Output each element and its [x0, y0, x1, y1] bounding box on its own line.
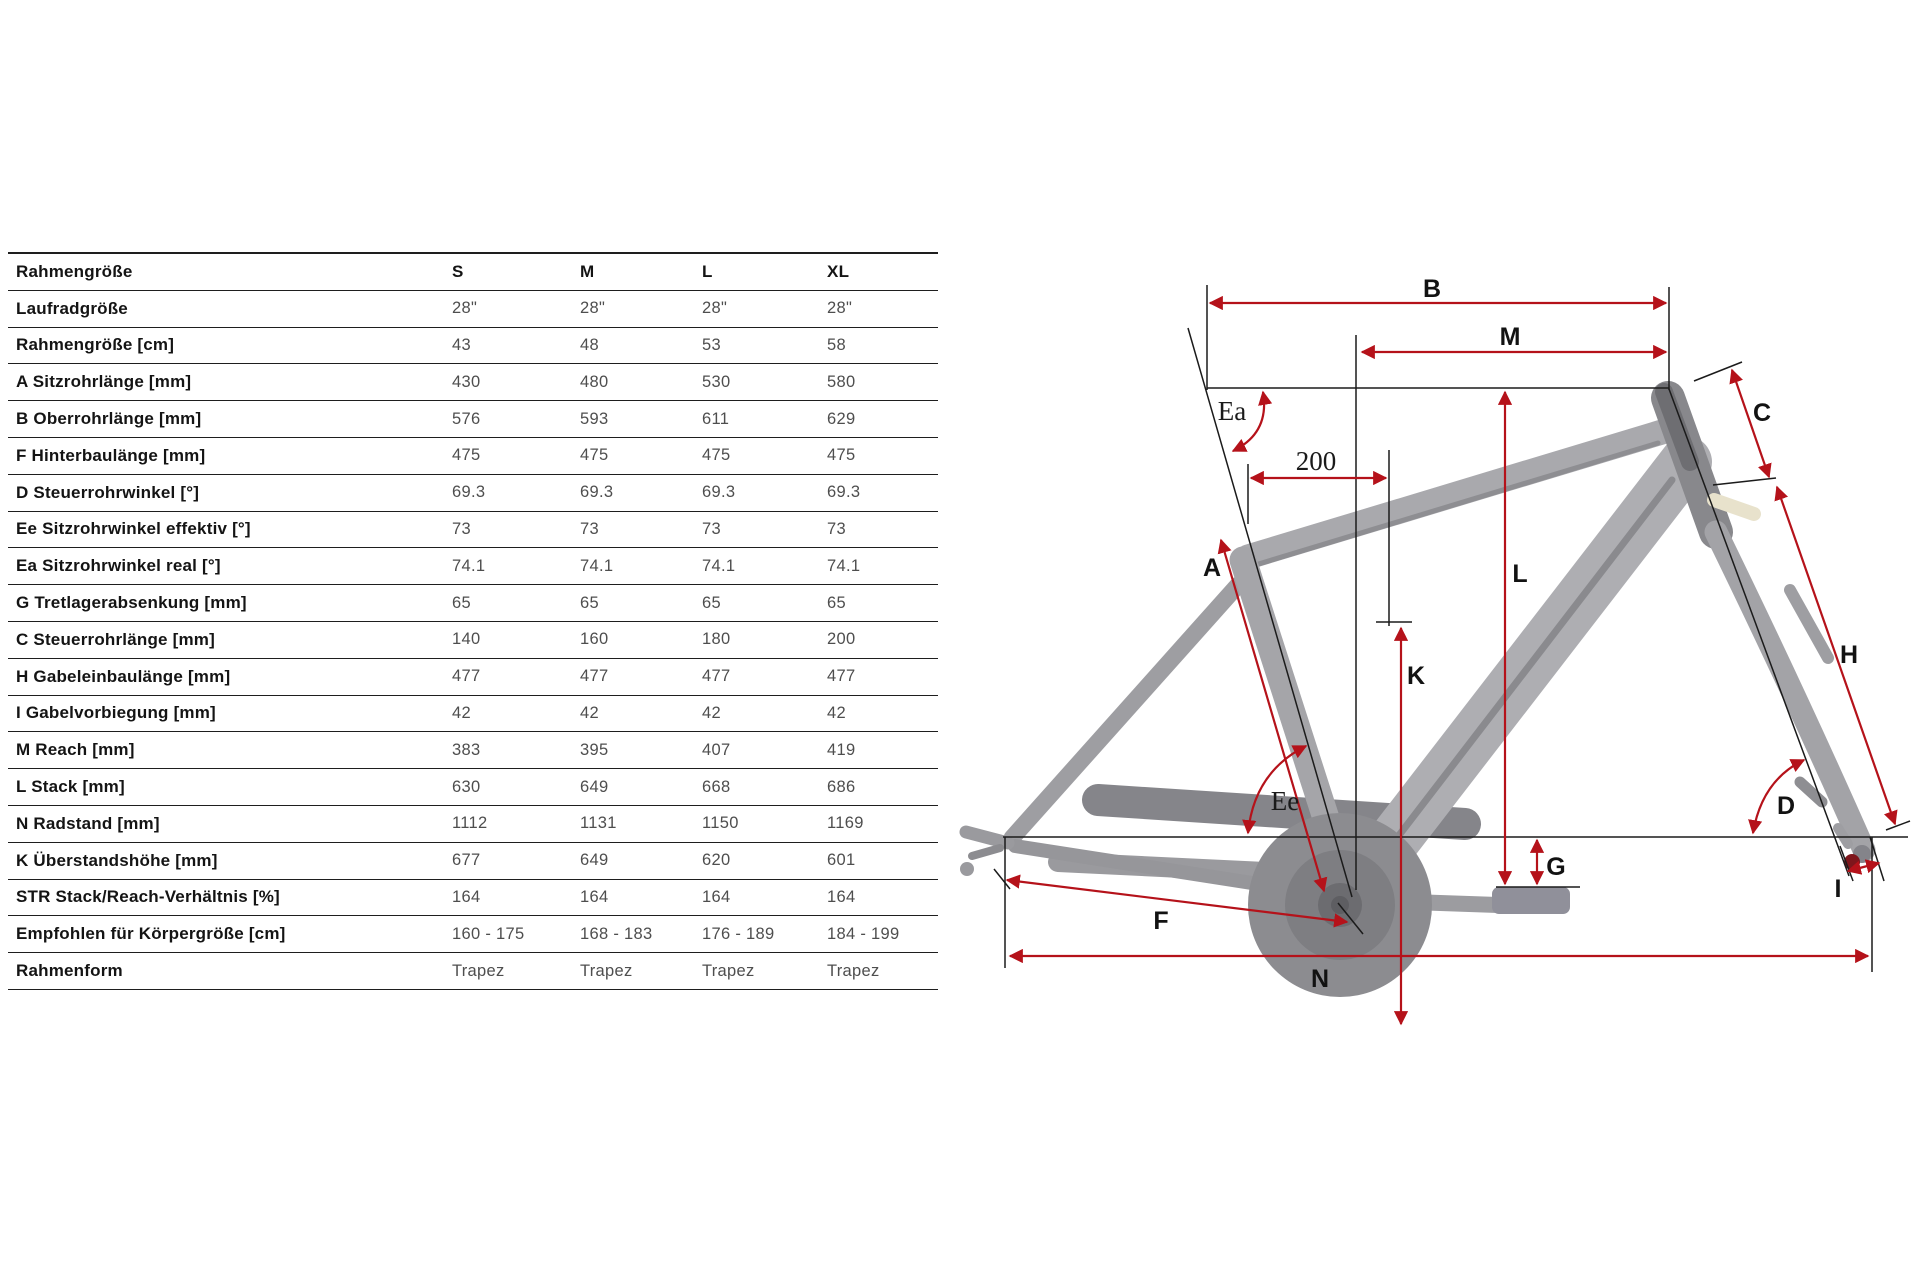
- label-f: F: [1153, 907, 1169, 935]
- row-value: 42: [580, 703, 599, 722]
- row-value: 200: [827, 630, 856, 649]
- row-value: 430: [452, 372, 481, 391]
- row-value: 160: [580, 630, 609, 649]
- geometry-table: [8, 252, 938, 990]
- table-row: [8, 364, 938, 401]
- row-value: 475: [452, 446, 481, 465]
- label-ee: Ee: [1270, 786, 1300, 816]
- row-label: Ee Sitzrohrwinkel effektiv [°]: [16, 519, 251, 539]
- row-value: 649: [580, 777, 609, 796]
- row-value: 28": [827, 299, 853, 318]
- row-value: 477: [827, 667, 856, 686]
- row-value: 477: [702, 667, 731, 686]
- table-header-row: [8, 254, 938, 291]
- row-label: Ea Sitzrohrwinkel real [°]: [16, 556, 221, 576]
- row-value: Trapez: [580, 961, 633, 980]
- row-value: 28": [702, 299, 728, 318]
- row-label: M Reach [mm]: [16, 740, 135, 760]
- row-value: 69.3: [580, 483, 614, 502]
- label-d: D: [1776, 792, 1796, 820]
- row-value: 164: [702, 887, 731, 906]
- row-value: 42: [702, 703, 721, 722]
- table-row: [8, 548, 938, 585]
- label-g: G: [1546, 853, 1566, 881]
- table-row: [8, 916, 938, 953]
- table-row: [8, 769, 938, 806]
- row-value: 74.1: [580, 556, 614, 575]
- row-value: 69.3: [827, 483, 861, 502]
- row-label: I Gabelvorbiegung [mm]: [16, 703, 216, 723]
- row-value: Trapez: [452, 961, 505, 980]
- row-value: 69.3: [702, 483, 736, 502]
- row-label: F Hinterbaulänge [mm]: [16, 445, 206, 465]
- row-value: 164: [580, 887, 609, 906]
- table-row: [8, 843, 938, 880]
- row-label: Rahmenform: [16, 961, 123, 981]
- row-value: 630: [452, 777, 481, 796]
- row-value: 480: [580, 372, 609, 391]
- row-value: 686: [827, 777, 856, 796]
- row-label: C Steuerrohrlänge [mm]: [16, 629, 215, 649]
- row-value: 180: [702, 630, 731, 649]
- row-value: Trapez: [827, 961, 880, 980]
- table-row: [8, 806, 938, 843]
- row-value: 395: [580, 740, 609, 759]
- table-row: [8, 328, 938, 365]
- row-value: 74.1: [827, 556, 861, 575]
- row-value: 43: [452, 335, 471, 354]
- table-row: [8, 953, 938, 990]
- row-value: 168 - 183: [580, 924, 653, 943]
- row-label: A Sitzrohrlänge [mm]: [16, 372, 192, 392]
- row-value: 164: [827, 887, 856, 906]
- row-value: 65: [452, 593, 471, 612]
- table-row: [8, 622, 938, 659]
- row-value: Trapez: [702, 961, 755, 980]
- row-value: 73: [580, 519, 599, 538]
- table-row: [8, 585, 938, 622]
- row-label: STR Stack/Reach-Verhältnis [%]: [16, 887, 280, 907]
- row-value: 74.1: [452, 556, 486, 575]
- label-b: B: [1422, 275, 1442, 303]
- row-value: 74.1: [702, 556, 736, 575]
- label-k: K: [1406, 662, 1426, 690]
- row-value: 477: [580, 667, 609, 686]
- row-value: 593: [580, 409, 609, 428]
- row-label: D Steuerrohrwinkel [°]: [16, 482, 200, 502]
- row-value: 668: [702, 777, 731, 796]
- row-label: Rahmengröße [cm]: [16, 335, 175, 355]
- table-row: [8, 659, 938, 696]
- row-value: 164: [452, 887, 481, 906]
- row-value: 1150: [702, 814, 739, 833]
- col-header-xl: XL: [827, 261, 850, 281]
- row-value: 65: [827, 593, 846, 612]
- table-row: [8, 438, 938, 475]
- row-value: 58: [827, 335, 846, 354]
- row-value: 1112: [452, 814, 488, 833]
- row-value: 28": [452, 299, 478, 318]
- dim-a-seattube: [1221, 540, 1324, 891]
- row-value: 629: [827, 409, 856, 428]
- row-value: 407: [702, 740, 731, 759]
- row-label: N Radstand [mm]: [16, 813, 160, 833]
- label-m: M: [1499, 323, 1521, 351]
- table-row: [8, 732, 938, 769]
- spec-table-body: [8, 291, 938, 990]
- row-value: 42: [827, 703, 846, 722]
- table-row: [8, 696, 938, 733]
- row-label: B Oberrohrlänge [mm]: [16, 409, 202, 429]
- label-h: H: [1839, 641, 1859, 669]
- row-value: 160 - 175: [452, 924, 525, 943]
- row-value: 419: [827, 740, 856, 759]
- row-value: 475: [702, 446, 731, 465]
- table-header-label: Rahmengröße: [16, 261, 133, 281]
- row-value: 42: [452, 703, 471, 722]
- label-l: L: [1512, 560, 1528, 588]
- row-value: 477: [452, 667, 481, 686]
- label-200: 200: [1295, 446, 1337, 476]
- row-label: Empfohlen für Körpergröße [cm]: [16, 924, 286, 944]
- row-value: 383: [452, 740, 481, 759]
- row-value: 184 - 199: [827, 924, 900, 943]
- label-i: I: [1834, 875, 1842, 903]
- table-row: [8, 291, 938, 328]
- row-value: 28": [580, 299, 606, 318]
- row-value: 601: [827, 851, 856, 870]
- row-value: 176 - 189: [702, 924, 775, 943]
- row-value: 620: [702, 851, 731, 870]
- pedal: [1492, 887, 1570, 914]
- col-header-l: L: [702, 261, 713, 281]
- table-row: [8, 512, 938, 549]
- row-value: 73: [452, 519, 471, 538]
- row-label: K Überstandshöhe [mm]: [16, 850, 218, 870]
- col-header-s: S: [452, 261, 464, 281]
- row-value: 53: [702, 335, 721, 354]
- row-value: 48: [580, 335, 599, 354]
- row-value: 475: [580, 446, 609, 465]
- row-label: Laufradgröße: [16, 298, 128, 318]
- label-c: C: [1752, 399, 1772, 427]
- row-value: 611: [702, 409, 730, 428]
- row-value: 73: [702, 519, 721, 538]
- row-value: 530: [702, 372, 731, 391]
- row-value: 73: [827, 519, 846, 538]
- row-value: 649: [580, 851, 609, 870]
- label-n: N: [1310, 965, 1330, 993]
- row-label: L Stack [mm]: [16, 777, 125, 797]
- label-ea: Ea: [1217, 396, 1247, 426]
- row-value: 65: [580, 593, 599, 612]
- label-a: A: [1202, 554, 1222, 582]
- row-value: 65: [702, 593, 721, 612]
- row-value: 475: [827, 446, 856, 465]
- col-header-m: M: [580, 261, 595, 281]
- row-value: 576: [452, 409, 481, 428]
- row-value: 580: [827, 372, 856, 391]
- steering-axis-line: [1669, 389, 1849, 876]
- row-label: G Tretlagerabsenkung [mm]: [16, 593, 247, 613]
- row-value: 1131: [580, 814, 617, 833]
- frame-geometry-diagram: [940, 230, 1920, 1080]
- row-label: H Gabeleinbaulänge [mm]: [16, 666, 231, 686]
- row-value: 140: [452, 630, 481, 649]
- table-row: [8, 475, 938, 512]
- row-value: 677: [452, 851, 481, 870]
- table-row: [8, 880, 938, 917]
- row-value: 1169: [827, 814, 864, 833]
- row-value: 69.3: [452, 483, 486, 502]
- table-row: [8, 401, 938, 438]
